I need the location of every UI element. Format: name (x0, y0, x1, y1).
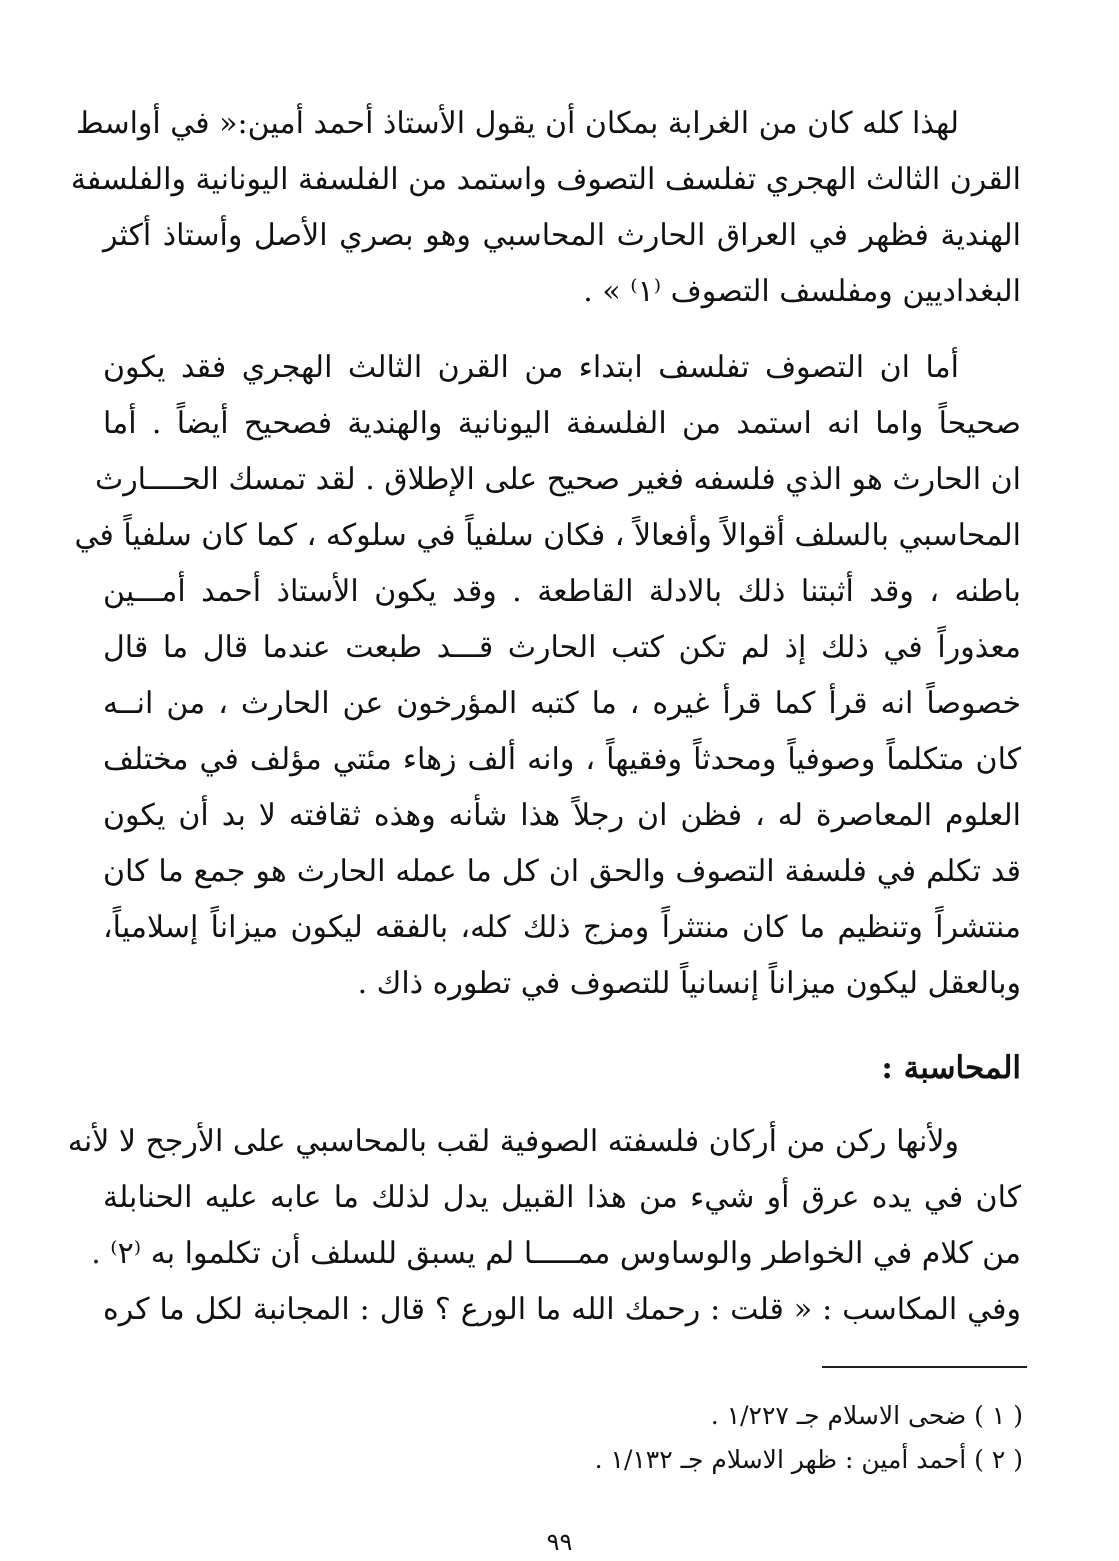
paragraph-2-line-10: قد تكلم في فلسفة التصوف والحق ان كل ما عمله الحارث هو جمع ما كان (103, 854, 1021, 889)
paragraph-2-line-4: المحاسبي بالسلف أقوالاً وأفعالاً ، فكان سلفياً في سلوكه ، كما كان سلفياً في (74, 518, 1021, 553)
paragraph-1-line-1: لهذا كله كان من الغرابة بمكان أن يقول الأستاذ أحمد أمين:« في أواسط (75, 106, 959, 141)
paragraph-2-line-6: معذوراً في ذلك إذ لم تكن كتب الحارث قـــد طبعت عندما قال ما قال (103, 630, 1021, 665)
paragraph-2-line-5: باطنه ، وقد أثبتنا ذلك بالادلة القاطعة . وقد يكون الأستاذ أحمد أمـــين (103, 574, 1021, 609)
paragraph-3-line-3: من كلام في الخواطر والوساوس ممـــــا لم يسبق للسلف أن تكلموا به ⁽٢⁾ . (91, 1236, 1021, 1271)
paragraph-3-line-2: كان في يده عرق أو شيء من هذا القبيل يدل لذلك ما عابه عليه الحنابلة (103, 1180, 1021, 1215)
footnote-1: ( ١ ) ضحى الاسلام جـ ١/٢٢٧ . (710, 1401, 1023, 1430)
paragraph-2-line-9: العلوم المعاصرة له ، فظن ان رجلاً هذا شأنه وهذه ثقافته لا بد أن يكون (103, 798, 1021, 833)
paragraph-2-line-12: وبالعقل ليكون ميزاناً إنسانياً للتصوف في تطوره ذاك . (357, 966, 1021, 1001)
paragraph-3-line-4: وفي المكاسب : « قلت : رحمك الله ما الورع ؟ قال : المجانبة لكل ما كره (103, 1292, 1021, 1327)
paragraph-2-line-7: خصوصاً انه قرأ كما قرأ غيره ، ما كتبه المؤرخون عن الحارث ، من انــه (103, 686, 1021, 721)
paragraph-2-line-11: منتشراً وتنظيم ما كان منتثراً ومزج ذلك كله، بالفقه ليكون ميزاناً إسلامياً، (103, 910, 1021, 945)
paragraph-2-line-8: كان متكلماً وصوفياً ومحدثاً وفقيهاً ، وانه ألف زهاء مئتي مؤلف في مختلف (103, 742, 1021, 777)
paragraph-2-line-2: صحيحاً واما انه استمد من الفلسفة اليونانية والهندية فصحيح أيضاً . أما (103, 406, 1021, 441)
paragraph-2-line-3: ان الحارث هو الذي فلسفه فغير صحيح على الإطلاق . لقد تمسك الحــــارث (94, 462, 1021, 497)
paragraph-3-line-1: ولأنها ركن من أركان فلسفته الصوفية لقب بالمحاسبي على الأرجح لا لأنه (67, 1124, 959, 1159)
page-number: ٩٩ (546, 1528, 573, 1556)
paragraph-1-line-4: البغداديين ومفلسف التصوف ⁽١⁾ » . (583, 274, 1021, 309)
footnote-2: ( ٢ ) أحمد أمين : ظهر الاسلام جـ ١/١٣٢ . (594, 1445, 1023, 1474)
footnote-separator (822, 1366, 1027, 1368)
paragraph-1-line-3: الهندية فظهر في العراق الحارث المحاسبي وهو بصري الأصل وأستاذ أكثر (103, 218, 1021, 253)
section-heading: المحاسبة : (881, 1050, 1021, 1086)
paragraph-2-line-1: أما ان التصوف تفلسف ابتداء من القرن الثالث الهجري فقد يكون (103, 350, 959, 385)
paragraph-1-line-2: القرن الثالث الهجري تفلسف التصوف واستمد من الفلسفة اليونانية والفلسفة (70, 162, 1021, 197)
